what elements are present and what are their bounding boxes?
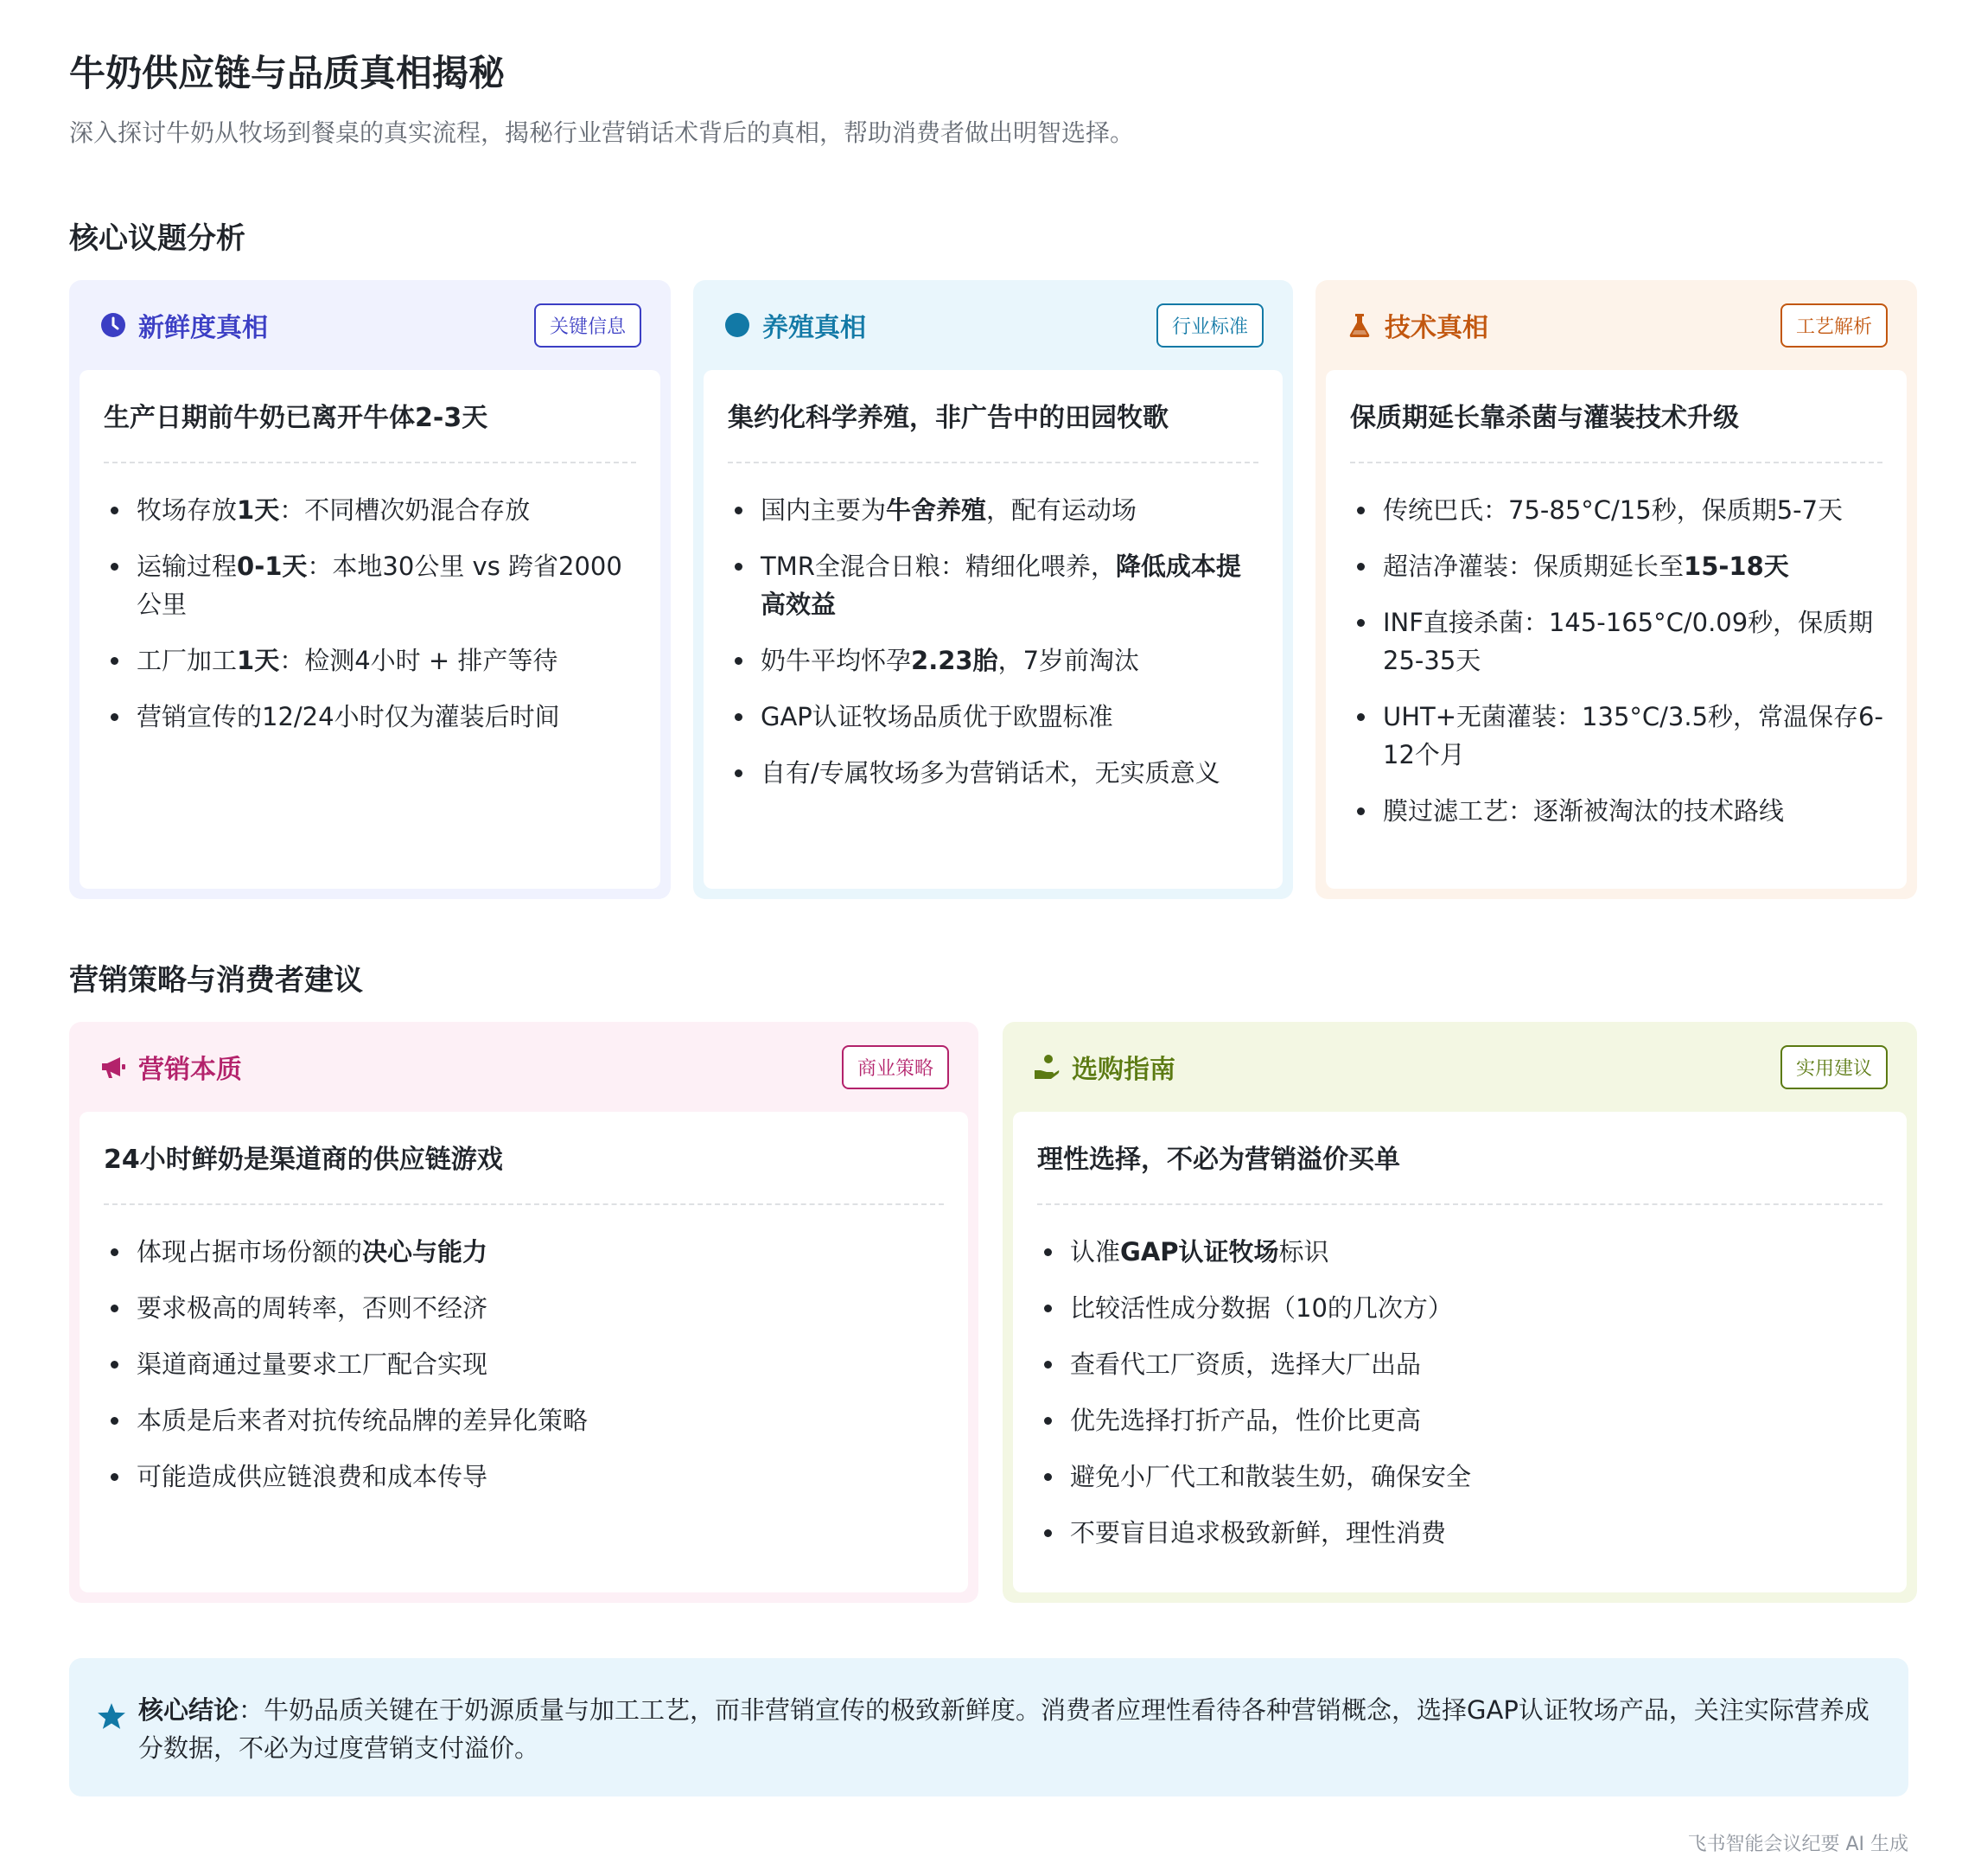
card-header [99,1022,949,1112]
card-header [1032,1022,1888,1112]
list-item-text: ：不同槽次奶混合存放 [279,495,531,525]
hand-coin-icon [1032,1052,1061,1082]
list-item-text: 营销宣传的12/24小时仅为灌装后时间 [137,702,560,731]
bullet-list [104,491,643,754]
list-item [1037,1289,1889,1327]
list-item [104,641,643,680]
list-item-text: 国内主要为 [761,495,887,525]
card-marketing [69,1022,978,1603]
card-header [723,280,1264,370]
card-header [99,280,641,370]
divider [1350,462,1882,463]
list-item-emphasis: 牛舍养殖 [886,495,987,525]
list-item-text: 自有/专属牧场多为营销话术，无实质意义 [761,758,1220,788]
list-item [728,547,1265,623]
card-farming [693,280,1293,899]
list-item-text: TMR全混合日粮：精细化喂养， [761,552,1116,581]
list-item [104,491,643,529]
card-title: 营销本质 [138,1055,242,1085]
list-item [104,698,643,736]
circle-icon [723,310,752,340]
list-item [1037,1233,1889,1271]
list-item-text: 认准 [1070,1237,1121,1267]
bullet-list [1037,1233,1889,1570]
list-item-text: 体现占据市场份额的 [137,1237,363,1267]
card-heading: 保质期延长靠杀菌与灌装技术升级 [1350,403,1739,433]
conclusion-text [138,1691,1874,1767]
list-item-text: GAP认证牧场品质优于欧盟标准 [761,702,1113,731]
list-item-emphasis: GAP认证牧场 [1120,1237,1279,1267]
list-item [104,1458,951,1496]
list-item-text: 可能造成供应链浪费和成本传导 [137,1462,488,1491]
list-item-text: UHT+无菌灌装：135°C/3.5秒，常温保存6-12个月 [1383,702,1883,769]
card-technology [1315,280,1917,899]
list-item-emphasis: 决心与能力 [362,1237,488,1267]
list-item-text: 奶牛平均怀孕 [761,646,912,675]
list-item-text: ，7岁前淘汰 [997,646,1140,675]
list-item-text: 避免小厂代工和散装生奶，确保安全 [1070,1462,1472,1491]
list-item-text: 工厂加工 [137,646,238,675]
list-item-emphasis: 15-18天 [1684,552,1789,581]
divider [728,462,1258,463]
card-heading: 24小时鲜奶是渠道商的供应链游戏 [104,1145,503,1175]
card-tag: 工艺解析 [1780,303,1888,348]
footer-credit: 飞书智能会议纪要 AI 生成 [1687,1834,1908,1855]
list-item [1350,491,1889,529]
bullet-list [728,491,1265,810]
card-body [1013,1112,1907,1592]
divider [1037,1203,1882,1205]
list-item-text: 比较活性成分数据（10的几次方） [1070,1293,1453,1323]
list-item [1350,792,1889,830]
list-item-text: 膜过滤工艺：逐渐被淘汰的技术路线 [1383,796,1785,826]
list-item-text: 标识 [1278,1237,1329,1267]
list-item [104,1401,951,1439]
section-title-core: 核心议题分析 [69,221,245,256]
card-title: 技术真相 [1385,313,1488,343]
list-item [1350,547,1889,585]
clock-icon [99,310,128,340]
list-item [1037,1401,1889,1439]
card-title: 新鲜度真相 [138,313,268,343]
card-body [704,370,1283,889]
list-item [1037,1514,1889,1552]
list-item-text: 本质是后来者对抗传统品牌的差异化策略 [137,1406,589,1435]
list-item [728,491,1265,529]
list-item-text: ，配有运动场 [986,495,1137,525]
bullet-list [104,1233,951,1514]
list-item-emphasis: 降低成本提高效益 [761,552,1241,619]
list-item-emphasis: 0-1天 [237,552,308,581]
star-icon [97,1701,126,1731]
card-heading: 集约化科学养殖，非广告中的田园牧歌 [728,403,1169,433]
conclusion-body: ：牛奶品质关键在于奶源质量与加工工艺，而非营销宣传的极致新鲜度。消费者应理性看待各种营销概念，选择GAP认证牧场产品，关注实际营养成分数据，不必为过度营销支付溢价。 [138,1695,1870,1763]
card-body [80,1112,968,1592]
list-item-text: 超洁净灌装：保质期延长至 [1383,552,1685,581]
page-title: 牛奶供应链与品质真相揭秘 [69,52,506,94]
bullet-list [1350,491,1889,848]
list-item-emphasis: 1天 [237,646,280,675]
conclusion-label: 核心结论 [138,1695,239,1725]
card-header [1345,280,1888,370]
card-tag: 关键信息 [534,303,641,348]
list-item-text: 不要盲目追求极致新鲜，理性消费 [1070,1518,1447,1547]
page-subtitle: 深入探讨牛奶从牧场到餐桌的真实流程，揭秘行业营销话术背后的真相，帮助消费者做出明智选择。 [69,118,1135,147]
card-heading: 理性选择，不必为营销溢价买单 [1037,1145,1400,1175]
card-tag: 行业标准 [1156,303,1264,348]
list-item-emphasis: 2.23胎 [911,646,998,675]
list-item-text: 牧场存放 [137,495,238,525]
list-item [104,1289,951,1327]
list-item [104,1233,951,1271]
list-item [728,754,1265,792]
list-item [104,547,643,623]
list-item-text: 运输过程 [137,552,238,581]
megaphone-icon [99,1052,128,1082]
divider [104,1203,944,1205]
card-tag: 实用建议 [1780,1045,1888,1089]
list-item [1350,698,1889,774]
list-item-text: INF直接杀菌：145-165°C/0.09秒，保质期25-35天 [1383,608,1874,675]
flask-icon [1345,310,1374,340]
list-item-text: ：本地30公里 vs 跨省2000公里 [137,552,622,619]
list-item-text: ：检测4小时 + 排产等待 [279,646,558,675]
list-item-text: 查看代工厂资质，选择大厂出品 [1070,1350,1422,1379]
list-item-text: 要求极高的周转率，否则不经济 [137,1293,488,1323]
list-item [728,698,1265,736]
list-item-text: 渠道商通过量要求工厂配合实现 [137,1350,488,1379]
list-item [728,641,1265,680]
list-item [1037,1458,1889,1496]
card-guide [1003,1022,1917,1603]
card-body [80,370,660,889]
section-title-marketing: 营销策略与消费者建议 [69,963,363,998]
card-freshness [69,280,671,899]
list-item [1037,1345,1889,1383]
list-item [104,1345,951,1383]
list-item-text: 优先选择打折产品，性价比更高 [1070,1406,1422,1435]
card-title: 养殖真相 [762,313,866,343]
card-heading: 生产日期前牛奶已离开牛体2-3天 [104,403,488,433]
conclusion-box [69,1658,1908,1796]
divider [104,462,636,463]
list-item-emphasis: 1天 [237,495,280,525]
card-tag: 商业策略 [842,1045,949,1089]
list-item-text: 传统巴氏：75-85°C/15秒，保质期5-7天 [1383,495,1844,525]
card-body [1326,370,1907,889]
list-item [1350,603,1889,680]
card-title: 选购指南 [1072,1055,1175,1085]
